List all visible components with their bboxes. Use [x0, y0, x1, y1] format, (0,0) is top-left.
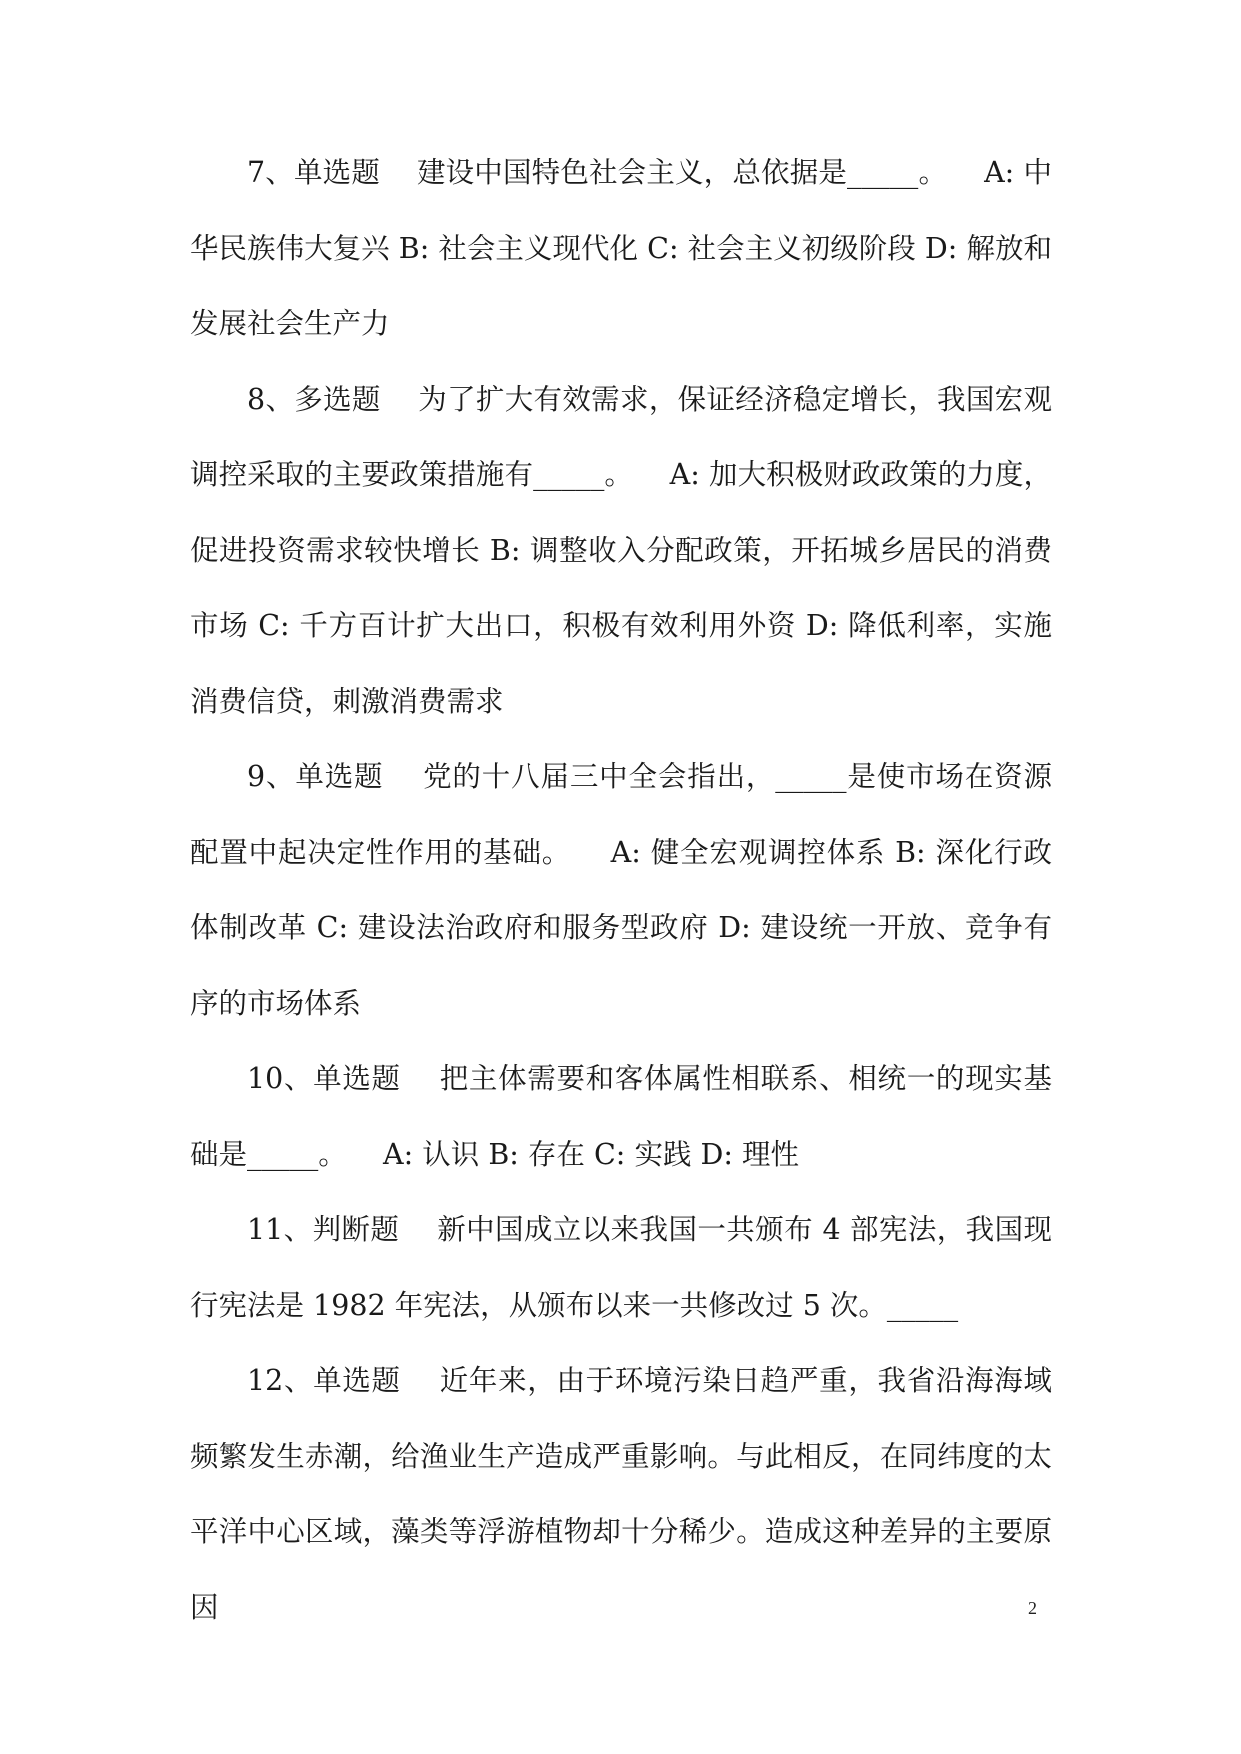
question-type: 多选题 [294, 382, 381, 416]
question-options: A: 中华民族伟大复兴 B: 社会主义现代化 C: 社会主义初级阶段 D: 解放和发展社会生产力 [190, 156, 1052, 340]
question-stem: 把主体需要和客体属性相联系、相统一的现实基础是_____。 [190, 1062, 1052, 1171]
question-7 [190, 135, 1052, 362]
question-type: 单选题 [295, 760, 384, 793]
question-options: A: 健全宏观调控体系 B: 深化行政体制改革 C: 建设法治政府和服务型政府 D: 建设统一开放、竞争有序的市场体系 [190, 835, 1052, 1020]
question-12 [190, 1343, 1052, 1645]
question-type: 判断题 [312, 1213, 400, 1246]
question-stem: 为了扩大有效需求，保证经济稳定增长，我国宏观调控采取的主要政策措施有_____。 [190, 382, 1052, 491]
question-number: 10、 [247, 1062, 314, 1095]
question-number: 8、 [247, 382, 295, 416]
question-options: A: 加大积极财政政策的力度，促进投资需求较快增长 B: 调整收入分配政策，开拓城乡居民的消费市场 C: 千方百计扩大出口，积极有效利用外资 D: 降低利率，实施消费信贷，刺激消费需求 [190, 458, 1052, 718]
question-number: 7、 [247, 156, 294, 189]
question-number: 11、 [247, 1213, 313, 1246]
question-type: 单选题 [313, 1364, 401, 1397]
question-list [190, 135, 1052, 1645]
page-number: 2 [1028, 1598, 1037, 1618]
question-11 [190, 1192, 1052, 1343]
question-8 [190, 362, 1052, 740]
question-stem: 建设中国特色社会主义，总依据是_____。 [416, 156, 948, 189]
question-10 [190, 1041, 1052, 1192]
question-options: A: 认识 B: 存在 C: 实践 D: 理性 [383, 1137, 800, 1171]
question-type: 单选题 [293, 156, 381, 189]
question-stem: 党的十八届三中全会指出，_____是使市场在资源配置中起决定性作用的基础。 [190, 760, 1052, 869]
question-number: 9、 [247, 760, 296, 793]
question-stem: 新中国成立以来我国一共颁布 4 部宪法，我国现行宪法是 1982 年宪法，从颁布以来一共修改过 5 次。_____ [190, 1213, 1052, 1322]
question-9 [190, 739, 1052, 1041]
question-type: 单选题 [313, 1062, 401, 1095]
question-stem: 近年来，由于环境污染日趋严重，我省沿海海域频繁发生赤潮，给渔业生产造成严重影响。与此相反，在同纬度的太平洋中心区域，藻类等浮游植物却十分稀少。造成这种差异的主要原因 [190, 1364, 1052, 1624]
question-number: 12、 [247, 1364, 314, 1397]
